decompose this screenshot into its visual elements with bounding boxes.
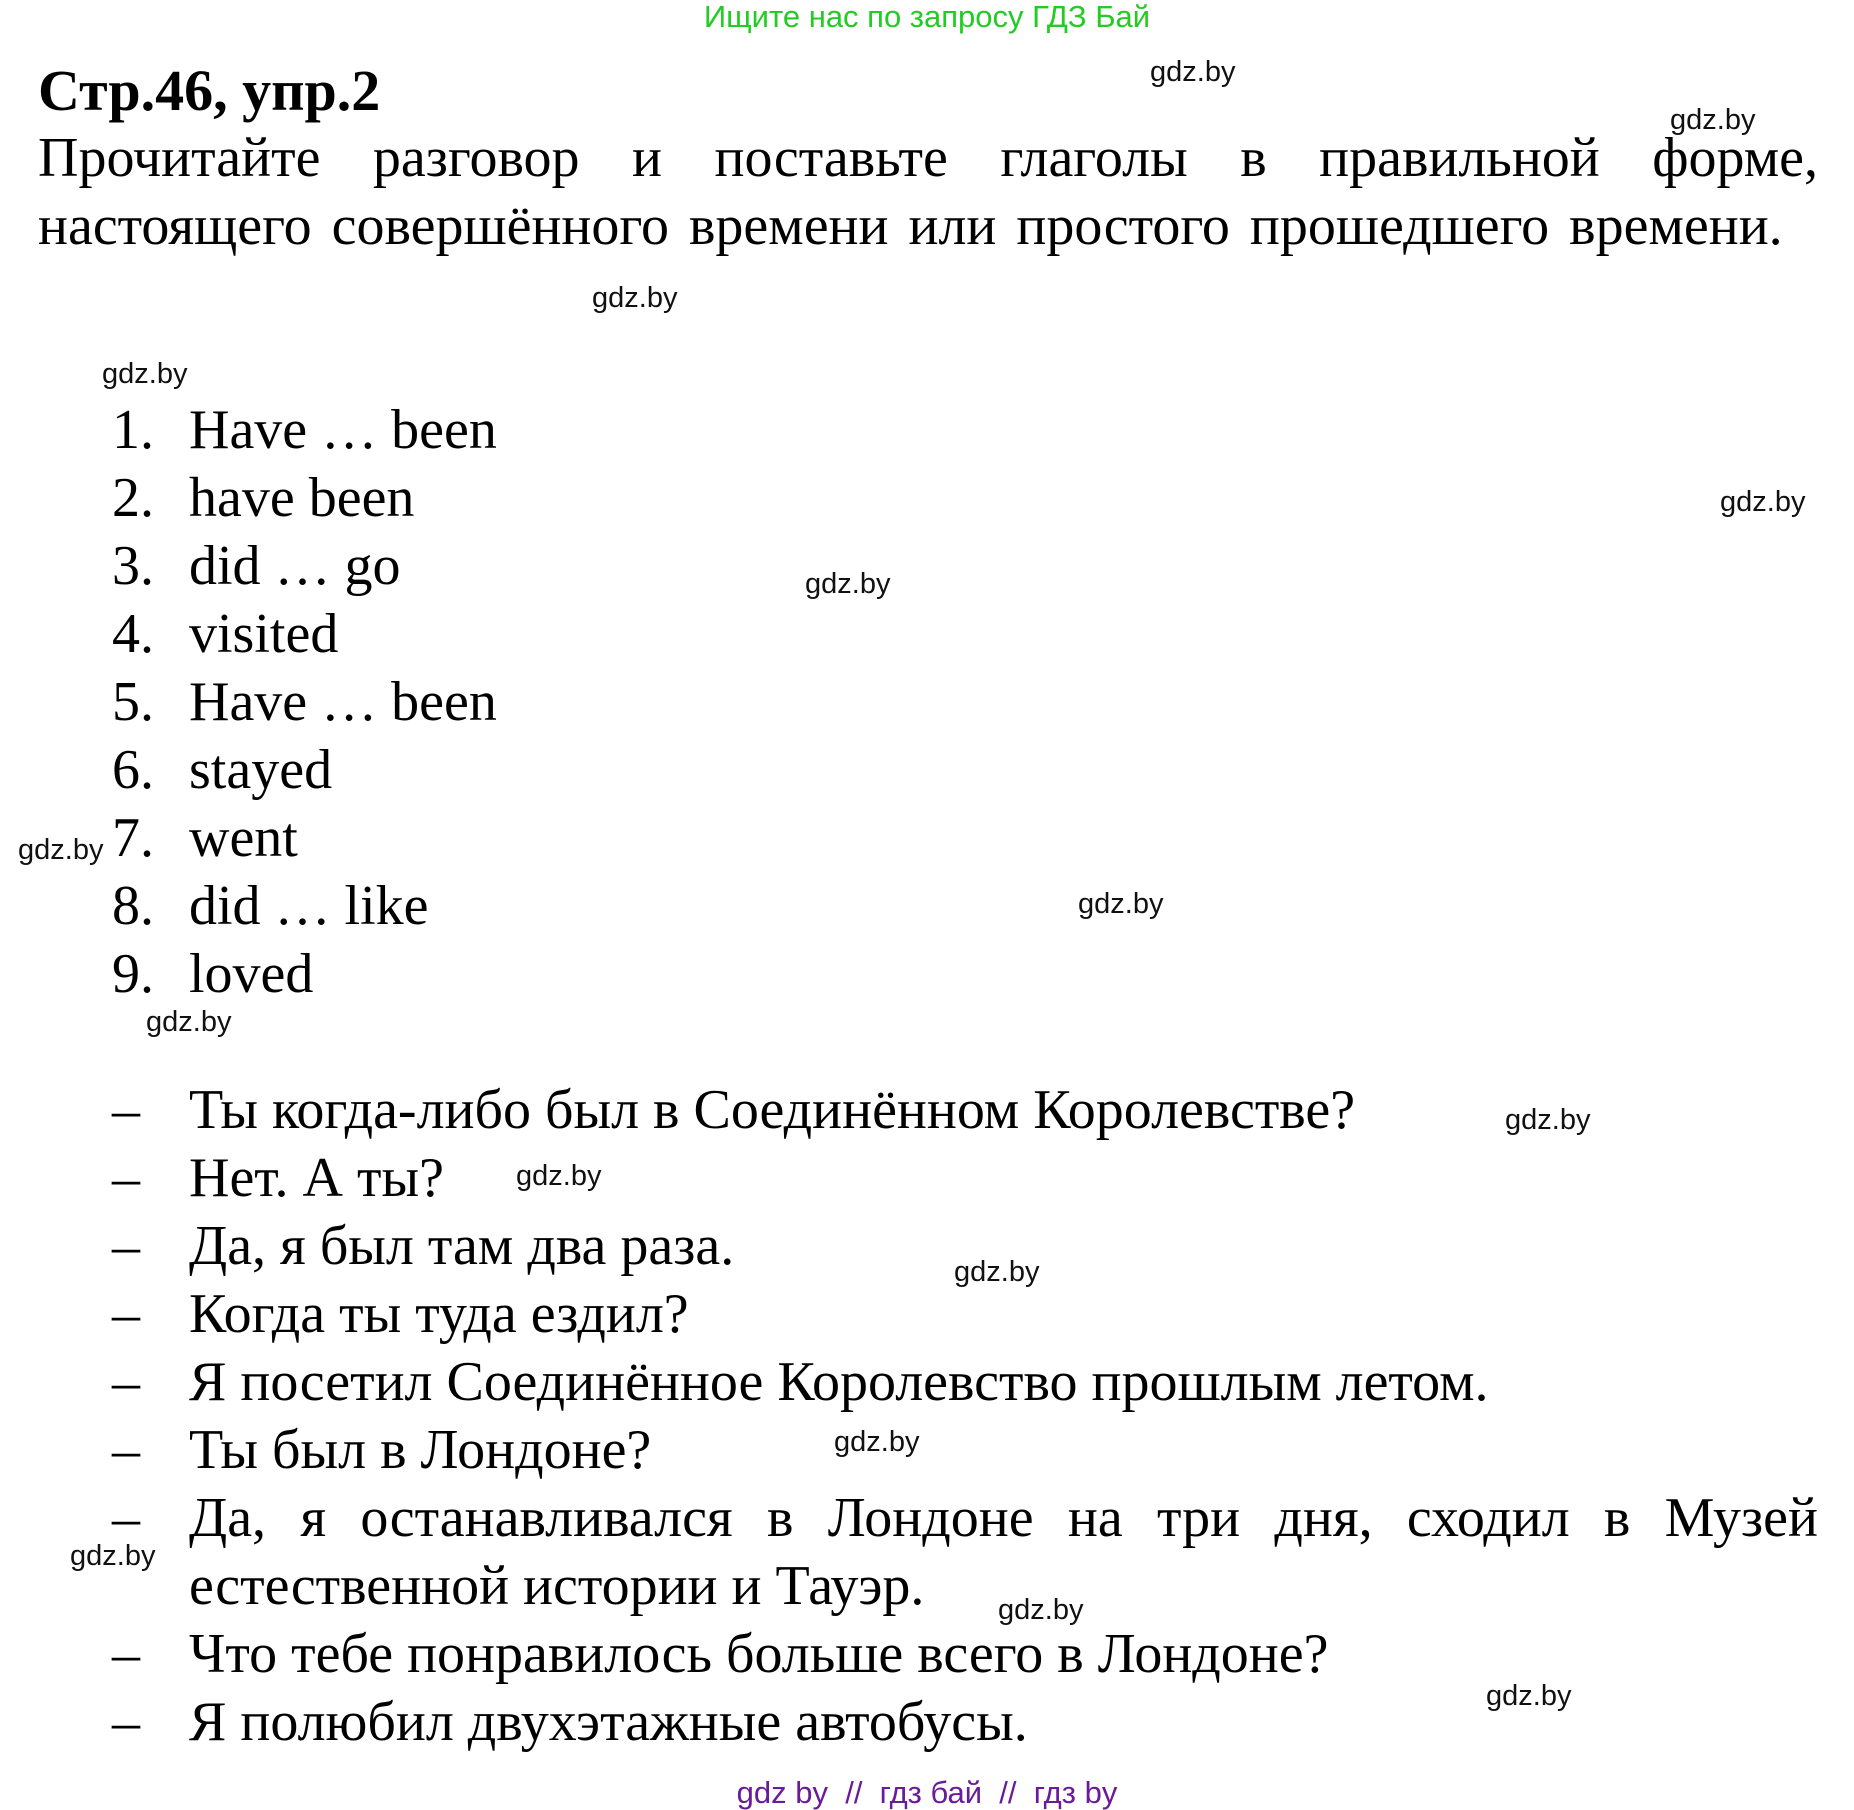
answer-text: Have … been <box>189 671 497 733</box>
watermark: gdz.by <box>834 1426 920 1458</box>
task-instruction: Прочитайте разговор и поставьте глаголы в правильной форме, настоящего совершённого времени или простого прошедшего времени. <box>38 127 1818 257</box>
answer-item <box>112 464 497 532</box>
dialogue-dash: – <box>112 1419 140 1481</box>
dialogue-list <box>112 1076 1818 1756</box>
answer-item <box>112 736 497 804</box>
dialogue-text: Ты был в Лондоне? <box>189 1419 652 1481</box>
answer-item <box>112 940 497 1008</box>
watermark: gdz.by <box>1720 486 1806 518</box>
watermark: gdz.by <box>70 1540 156 1572</box>
dialogue-line <box>112 1416 1818 1484</box>
answer-text: Have … been <box>189 399 497 461</box>
answer-number: 2. <box>112 467 154 529</box>
dialogue-dash: – <box>112 1215 140 1277</box>
dialogue-text: Что тебе понравилось больше всего в Лондоне? <box>189 1623 1329 1685</box>
answer-number: 9. <box>112 943 154 1005</box>
dialogue-dash: – <box>112 1351 140 1413</box>
answer-text: went <box>189 807 298 869</box>
watermark: gdz.by <box>954 1256 1040 1288</box>
answer-text: have been <box>189 467 415 529</box>
dialogue-text: Я посетил Соединённое Королевство прошлым летом. <box>189 1351 1489 1413</box>
dialogue-dash: – <box>112 1147 140 1209</box>
answer-number: 6. <box>112 739 154 801</box>
watermark: gdz.by <box>102 358 188 390</box>
answer-item <box>112 600 497 668</box>
dialogue-dash: – <box>112 1691 140 1753</box>
dialogue-line <box>112 1280 1818 1348</box>
watermark: gdz.by <box>1150 56 1236 88</box>
answer-item <box>112 668 497 736</box>
top-banner: Ищите нас по запросу ГДЗ Бай <box>703 0 1151 34</box>
answer-number: 5. <box>112 671 154 733</box>
answer-number: 1. <box>112 399 154 461</box>
watermark: gdz.by <box>1078 888 1164 920</box>
dialogue-dash: – <box>112 1283 140 1345</box>
watermark: gdz.by <box>1505 1104 1591 1136</box>
watermark: gdz.by <box>805 568 891 600</box>
answer-text: did … go <box>189 535 401 597</box>
answer-list <box>112 396 497 1008</box>
answer-item <box>112 804 497 872</box>
dialogue-dash: – <box>112 1487 140 1549</box>
answer-text: loved <box>189 943 314 1005</box>
answer-number: 8. <box>112 875 154 937</box>
dialogue-text: Да, я останавливался в Лондоне на три дня, сходил в Музей естественной истории и Тауэр. <box>189 1487 1818 1617</box>
dialogue-line <box>112 1144 1818 1212</box>
watermark: gdz.by <box>18 834 104 866</box>
dialogue-dash: – <box>112 1079 140 1141</box>
watermark: gdz.by <box>516 1160 602 1192</box>
dialogue-dash: – <box>112 1623 140 1685</box>
dialogue-line <box>112 1484 1818 1620</box>
dialogue-text: Нет. А ты? <box>189 1147 444 1209</box>
answer-text: visited <box>189 603 339 665</box>
answer-text: did … like <box>189 875 429 937</box>
answer-number: 3. <box>112 535 154 597</box>
dialogue-line <box>112 1620 1818 1688</box>
page-title: Стр.46, упр.2 <box>38 58 381 123</box>
answer-item <box>112 872 497 940</box>
watermark: gdz.by <box>146 1006 232 1038</box>
answer-text: stayed <box>189 739 333 801</box>
dialogue-text: Я полюбил двухэтажные автобусы. <box>189 1691 1028 1753</box>
footer-banner: gdz by // гдз бай // гдз by <box>736 1775 1118 1810</box>
dialogue-text: Да, я был там два раза. <box>189 1215 735 1277</box>
answer-number: 7. <box>112 807 154 869</box>
dialogue-text: Когда ты туда ездил? <box>189 1283 689 1345</box>
watermark: gdz.by <box>998 1594 1084 1626</box>
dialogue-line <box>112 1348 1818 1416</box>
watermark: gdz.by <box>1486 1680 1572 1712</box>
dialogue-text: Ты когда-либо был в Соединённом Королевстве? <box>189 1079 1356 1141</box>
answer-number: 4. <box>112 603 154 665</box>
watermark: gdz.by <box>592 282 678 314</box>
watermark: gdz.by <box>1670 104 1756 136</box>
answer-item <box>112 532 497 600</box>
answer-item <box>112 396 497 464</box>
